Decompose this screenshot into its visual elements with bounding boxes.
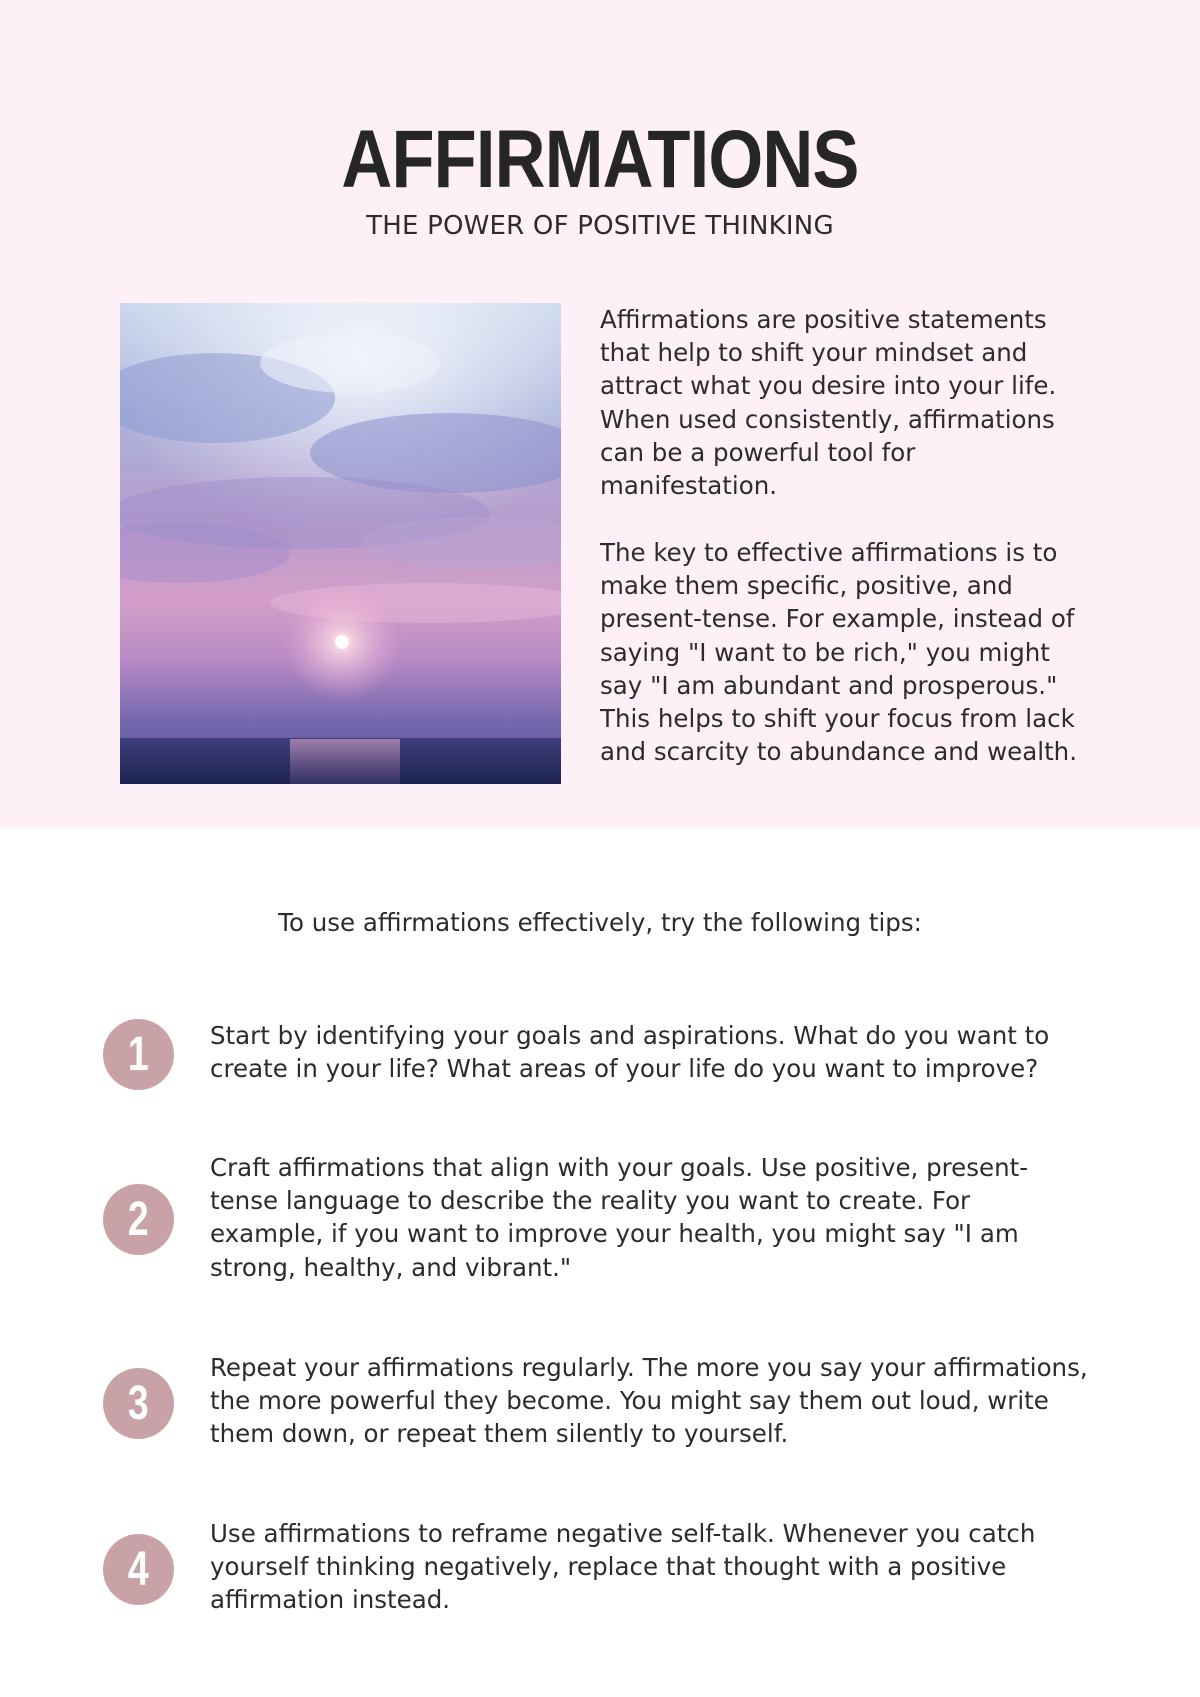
tips-intro: To use affirmations effectively, try the following tips: bbox=[278, 908, 922, 937]
number-2-badge: 2 bbox=[103, 1184, 174, 1255]
intro-paragraph-2: The key to effective affirmations is to make them specific, positive, and present-tense. For example, instead of saying "I want to be rich," you might say "I am abundant and prosperous." This helps to shift your focus from lack and scarcity to abundance and wealth. bbox=[600, 538, 1077, 767]
tip-text-2: Craft affirmations that align with your goals. Use positive, present-tense language to describe the reality you want to create. For example, if you want to improve your health, you might say "I am strong, healthy, and vibrant." bbox=[210, 1153, 1029, 1282]
page-subtitle: THE POWER OF POSITIVE THINKING bbox=[366, 211, 834, 241]
intro-paragraph-1: Affirmations are positive statements that help to shift your mindset and attract what you desire into your life. When used consistently, affirmations can be a powerful tool for manifestation. bbox=[600, 305, 1057, 501]
number-4-badge: 4 bbox=[103, 1534, 174, 1605]
tip-text-3: Repeat your affirmations regularly. The more you say your affirmations, the more powerful they become. You might say them out loud, write them down, or repeat them silently to yourself. bbox=[210, 1353, 1088, 1449]
tip-text-4: Use affirmations to reframe negative self-talk. Whenever you catch yourself thinking negatively, replace that thought with a positive affirmation instead. bbox=[210, 1519, 1036, 1615]
page-title: AFFIRMATIONS bbox=[341, 114, 859, 205]
number-3-badge: 3 bbox=[103, 1368, 174, 1439]
number-1-badge: 1 bbox=[103, 1019, 174, 1090]
tip-text-1: Start by identifying your goals and aspirations. What do you want to create in your life? What areas of your life do you want to improve? bbox=[210, 1021, 1050, 1084]
sunset-over-sea-photo bbox=[120, 303, 561, 784]
